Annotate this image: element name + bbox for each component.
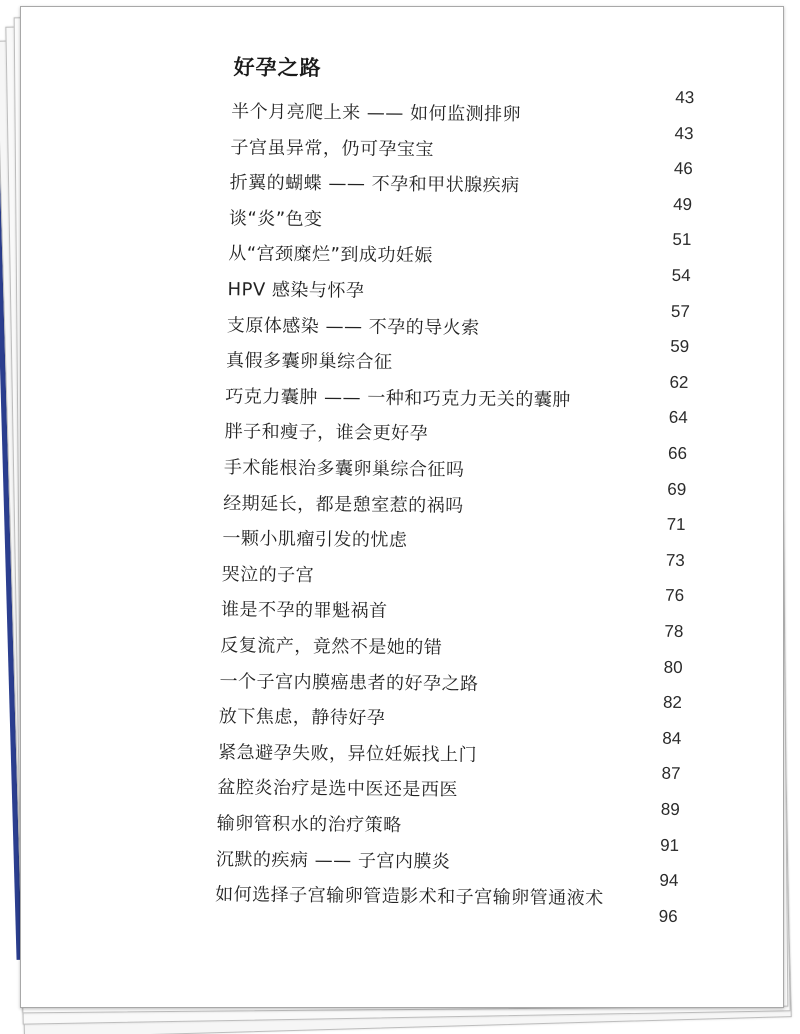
- toc-entry-title: 谁是不孕的罪魁祸首: [220, 599, 388, 623]
- toc-entry: [20, 479, 779, 529]
- toc-entry: [20, 372, 781, 422]
- toc-entry: [20, 443, 780, 493]
- toc-entry: [20, 514, 779, 564]
- toc-entry-title: 盆腔炎治疗是选中医还是西医: [217, 777, 459, 802]
- toc-entry-title: 哭泣的子宫: [221, 563, 315, 586]
- toc-entry-title: 放下焦虑，静待好孕: [218, 706, 386, 730]
- toc-list: [20, 6, 784, 1008]
- toc-entry-title: 反复流产，竟然不是她的错: [220, 635, 443, 659]
- toc-entry-page-number: 71: [666, 514, 686, 535]
- toc-entry-title: 沉默的疾病 —— 子宫内膜炎: [215, 848, 451, 873]
- toc-entry-title: 一颗小肌瘤引发的忧虑: [222, 528, 408, 552]
- toc-entry-title: 子宫虽异常，仍可孕宝宝: [230, 136, 435, 160]
- toc-entry-page-number: 43: [675, 87, 695, 108]
- toc-entry-title: 巧克力囊肿 —— 一种和巧克力无关的囊肿: [225, 385, 571, 411]
- toc-entry-title: 经期延长，都是憩室惹的祸吗: [223, 492, 464, 517]
- toc-entry-page-number: 84: [662, 728, 682, 748]
- toc-entry-page-number: 91: [660, 835, 680, 855]
- toc-entry: [21, 301, 783, 351]
- toc-content: [20, 6, 784, 1008]
- toc-entry-title: 折翼的蝴蝶 —— 不孕和甲状腺疾病: [229, 172, 520, 197]
- toc-entry: [22, 230, 784, 279]
- toc-entry-page-number: 62: [669, 372, 689, 392]
- toc-entry-page-number: 57: [670, 301, 690, 321]
- toc-entry: [24, 123, 784, 173]
- toc-entry-title: 手术能根治多囊卵巢综合征吗: [223, 457, 465, 481]
- toc-entry-page-number: 43: [674, 123, 694, 143]
- toc-entry: [20, 336, 782, 386]
- toc-entry: [20, 550, 778, 600]
- toc-entry-page-number: 89: [660, 799, 680, 819]
- section-heading: 好孕之路: [233, 55, 322, 81]
- toc-entry-page-number: 80: [663, 657, 683, 677]
- toc-entry-page-number: 66: [667, 443, 688, 463]
- toc-entry-title: 半个月亮爬上来 —— 如何监测排卵: [231, 101, 522, 126]
- toc-entry-page-number: 94: [659, 870, 679, 891]
- toc-entry-page-number: 49: [673, 194, 693, 214]
- toc-entry: [20, 408, 781, 457]
- toc-entry-page-number: 96: [658, 906, 678, 926]
- toc-entry: [21, 265, 783, 315]
- toc-entry-page-number: 82: [662, 692, 683, 713]
- toc-entry-page-number: 59: [670, 336, 690, 357]
- toc-entry-title: 从“宫颈糜烂”到成功妊娠: [228, 243, 434, 267]
- toc-entry-page-number: 87: [661, 764, 681, 784]
- toc-entry-page-number: 78: [664, 621, 684, 641]
- toc-entry-page-number: 69: [667, 479, 687, 499]
- toc-entry-page-number: 51: [672, 230, 692, 250]
- toc-entry-title: 紧急避孕失败，异位妊娠找上门: [218, 741, 478, 766]
- toc-entry-title: 谈“炎”色变: [228, 207, 323, 230]
- toc-entry: [20, 906, 771, 956]
- toc-entry-page-number: 54: [671, 265, 691, 286]
- toc-entry-title: 如何选择子宫输卵管造影术和子宫输卵管通液术: [215, 884, 604, 910]
- toc-entry-title: 输卵管积水的治疗策略: [216, 813, 402, 837]
- toc-entry-title: 一个子宫内膜癌患者的好孕之路: [219, 670, 479, 695]
- toc-entry: [23, 194, 784, 244]
- toc-entry-page-number: 76: [665, 586, 685, 606]
- toc-entry-page-number: 64: [668, 408, 688, 428]
- toc-entry-title: 支原体感染 —— 不孕的导火索: [226, 314, 480, 339]
- toc-entry-page-number: 46: [673, 159, 693, 179]
- toc-entry-title: HPV 感染与怀孕: [227, 279, 365, 302]
- toc-page: [20, 6, 784, 1008]
- toc-entry-page-number: 73: [665, 550, 685, 570]
- toc-entry: [24, 159, 784, 208]
- toc-entry: [25, 87, 784, 137]
- toc-entry-title: 真假多囊卵巢综合征: [225, 350, 393, 374]
- toc-entry-title: 胖子和瘦子，谁会更好孕: [224, 421, 429, 445]
